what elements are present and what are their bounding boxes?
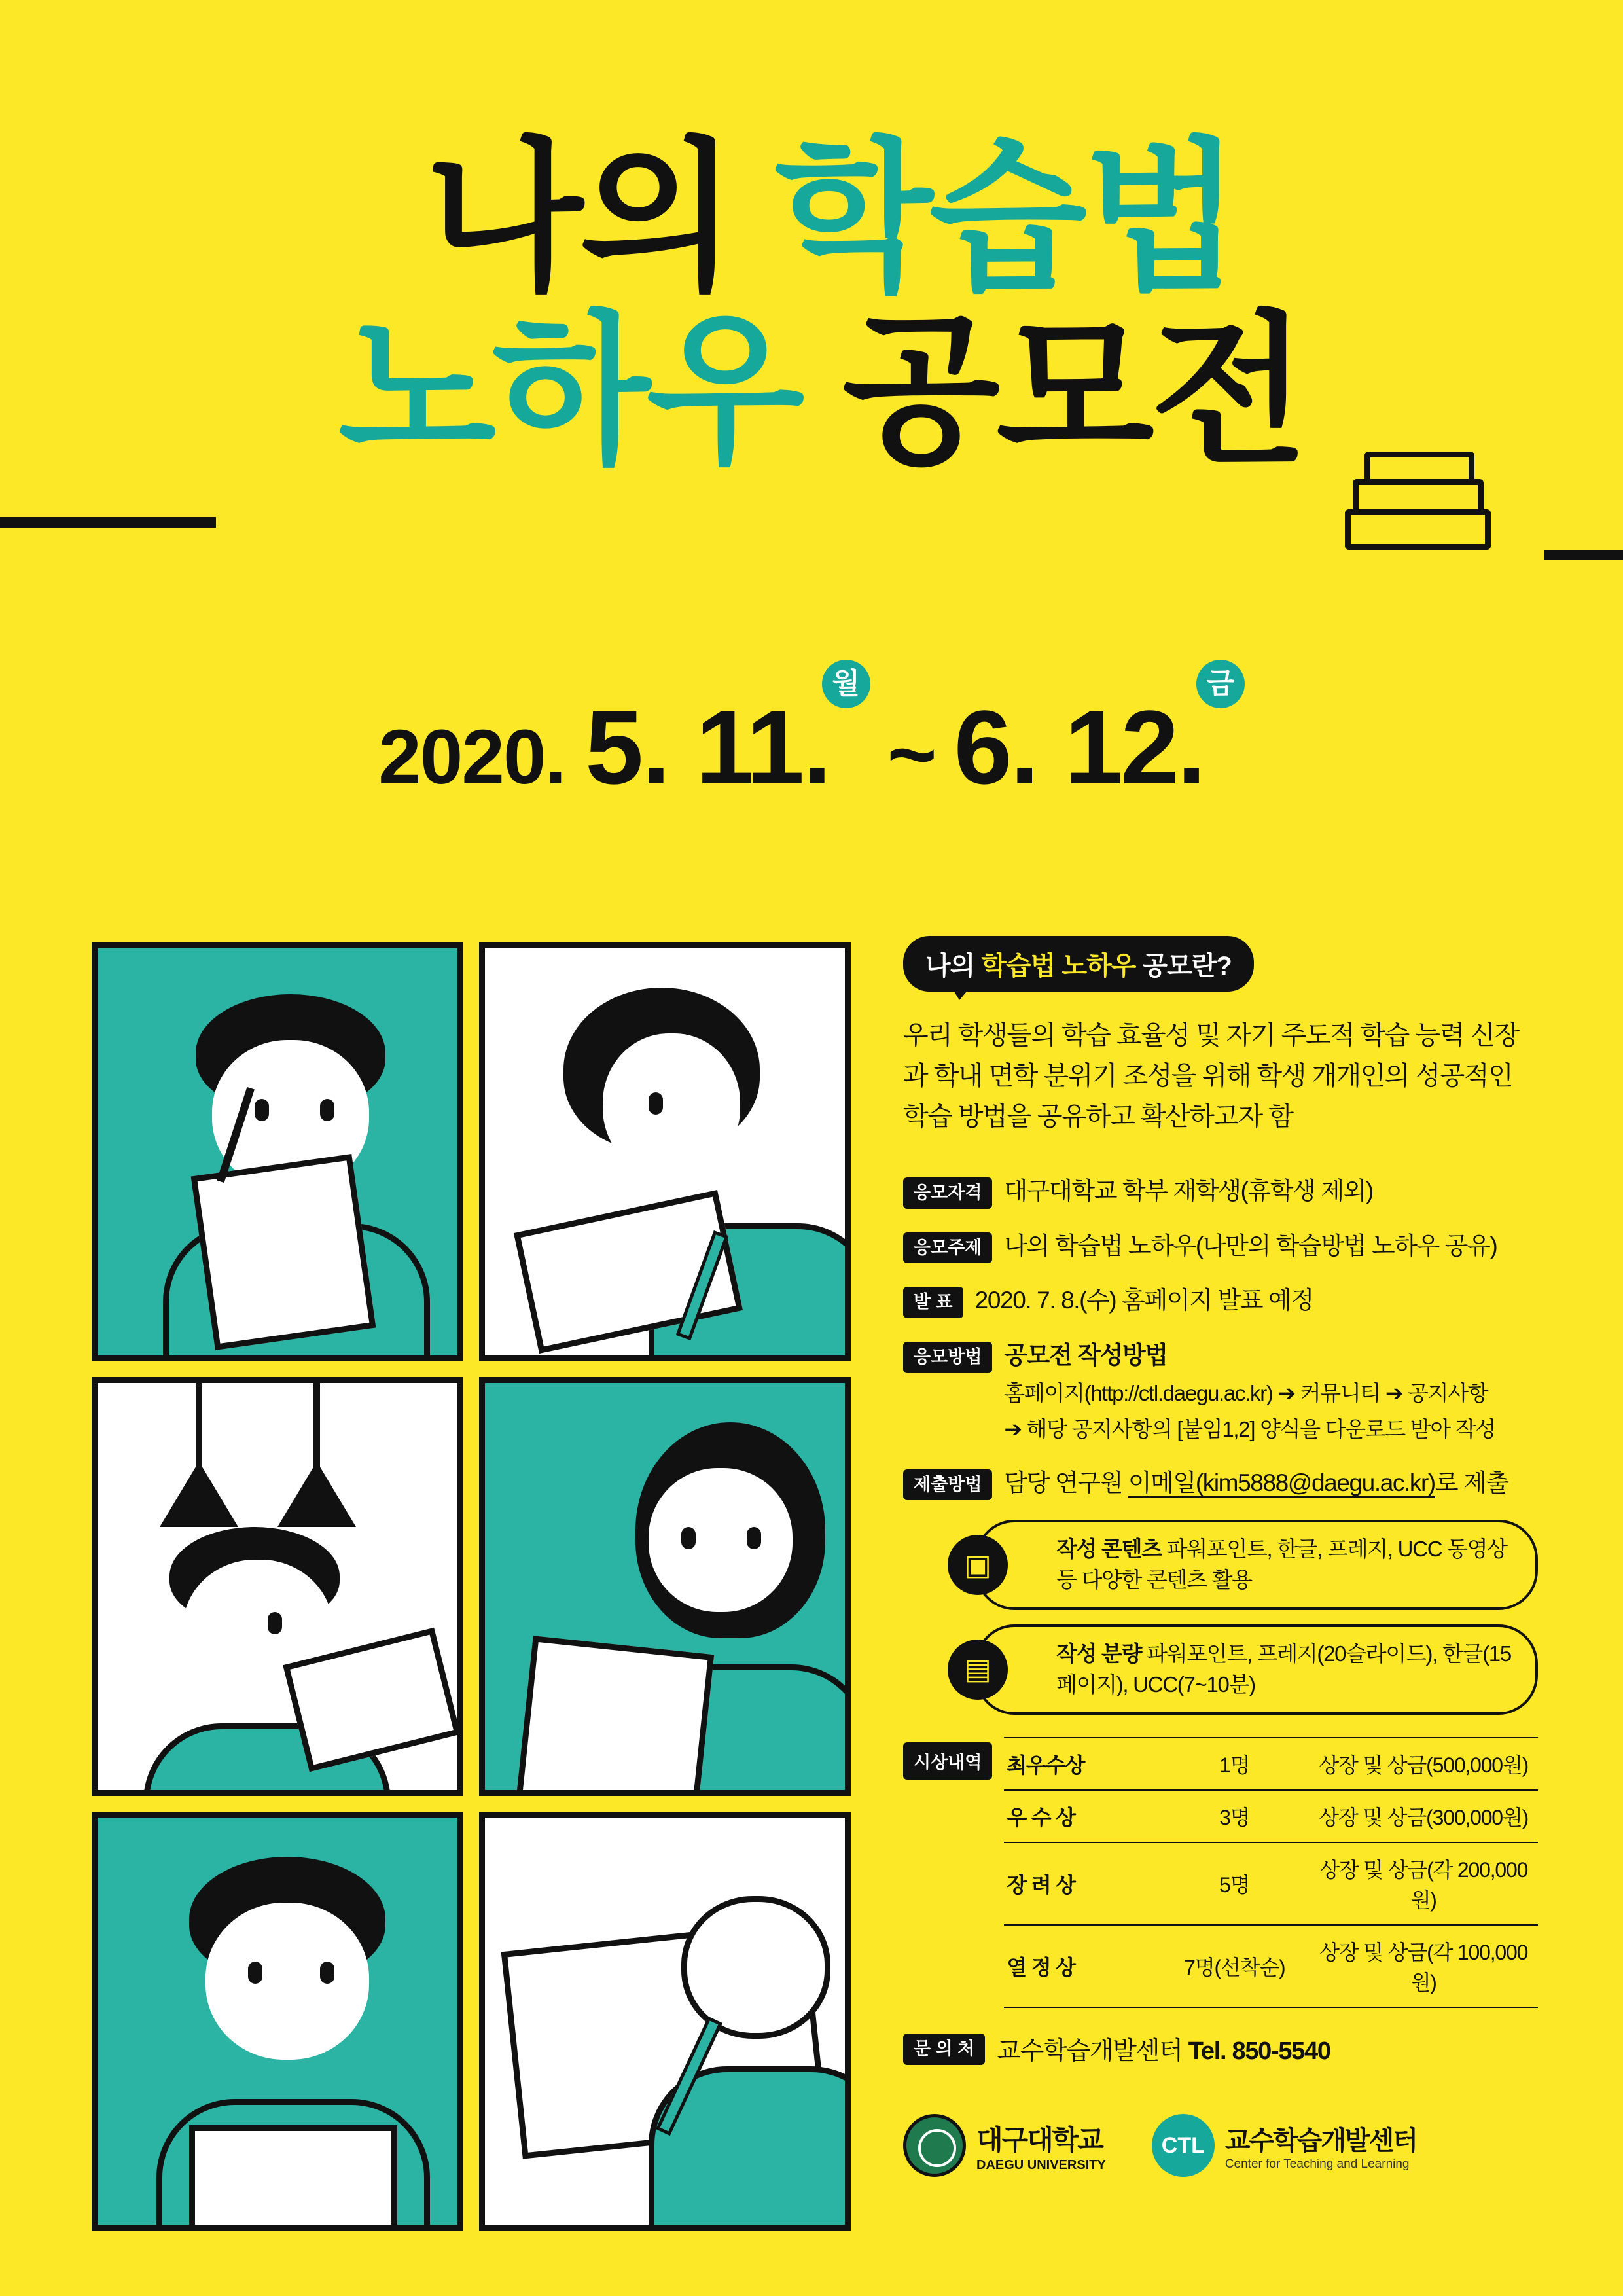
- text-howto-title: 공모전 작성방법: [1004, 1342, 1168, 1369]
- tag-prize: 시상내역: [903, 1742, 992, 1780]
- books-icon: [1345, 452, 1495, 550]
- text-howto-step2: ➔ 해당 공지사항의 [붙임1,2] 양식을 다운로드 받아 작성: [1004, 1417, 1496, 1442]
- pill-length-label: 작성 분량: [1056, 1641, 1142, 1666]
- info-row-submission: [903, 1465, 1538, 1501]
- title-line1-part2: 학습법: [774, 126, 1238, 309]
- pill-length-text: [1056, 1639, 1516, 1700]
- illustration-grid: [92, 942, 851, 2246]
- lead-badge-tail: [949, 983, 974, 1000]
- prize-award: 상장 및 상금(각 200,000원): [1309, 1842, 1538, 1925]
- text-submission: [1004, 1465, 1508, 1501]
- pill-contents-label: 작성 콘텐츠: [1056, 1537, 1162, 1562]
- lead-badge-part3: 공모란?: [1135, 952, 1232, 980]
- prize-count: 7명(선착순): [1160, 1925, 1309, 2007]
- contact-office: 교수학습개발센터: [997, 2037, 1188, 2065]
- tag-howto: 응모방법: [903, 1342, 992, 1373]
- tag-contact: 문 의 처: [903, 2034, 985, 2065]
- table-row: [1004, 1842, 1538, 1925]
- info-row-announcement: [903, 1283, 1538, 1318]
- university-seal-icon: [903, 2114, 966, 2177]
- title-rule-right: [1544, 550, 1623, 560]
- date-end: 6. 12.: [954, 689, 1204, 806]
- contact-section: [903, 2030, 1538, 2066]
- table-row: [1004, 1925, 1538, 2007]
- lead-badge-part2: 학습법 노하우: [981, 952, 1136, 980]
- ctl-name-en: Center for Teaching and Learning: [1224, 2157, 1410, 2171]
- text-howto-step1: 홈페이지(http://ctl.daegu.ac.kr) ➔ 커뮤니티 ➔ 공지사항: [1004, 1380, 1488, 1405]
- footer-logos: [903, 2114, 1538, 2177]
- text-topic: 나의 학습법 노하우(나만의 학습방법 노하우 공유): [1004, 1232, 1497, 1259]
- pill-length-body: 파워포인트, 프레지(20슬라이드), 한글(15페이지), UCC(7~10분): [1056, 1641, 1511, 1696]
- title-line1-part1: 나의: [425, 126, 775, 309]
- poster-title: [0, 126, 1623, 482]
- prize-count: 1명: [1160, 1738, 1309, 1790]
- prize-count: 5명: [1160, 1842, 1309, 1925]
- submission-prefix: 담당 연구원: [1004, 1469, 1128, 1496]
- prize-name: 장 려 상: [1004, 1842, 1160, 1925]
- prize-award: 상장 및 상금(300,000원): [1309, 1790, 1538, 1842]
- camera-icon: ▣: [948, 1535, 1008, 1595]
- illustration-student-writing-1: [479, 942, 851, 1361]
- pill-contents: [964, 1520, 1538, 1610]
- info-row-eligibility: [903, 1174, 1538, 1209]
- table-row: [1004, 1790, 1538, 1842]
- info-rows: [903, 1174, 1538, 1500]
- logo-daegu-university: [903, 2114, 1106, 2177]
- info-column: [903, 936, 1538, 2066]
- tag-eligibility: 응모자격: [903, 1177, 992, 1209]
- text-eligibility: 대구대학교 학부 재학생(휴학생 제외): [1004, 1177, 1373, 1204]
- illustration-student-books: [479, 1377, 851, 1796]
- ctl-mark-icon: CTL: [1152, 2114, 1215, 2177]
- prize-table: [1004, 1737, 1538, 2008]
- submission-suffix: 로 제출: [1435, 1469, 1508, 1496]
- date-start-day-badge: 월: [822, 660, 870, 708]
- date-year: 2020.: [378, 714, 586, 800]
- text-announcement: 2020. 7. 8.(수) 홈페이지 발표 예정: [974, 1287, 1313, 1314]
- date-start: 5. 11.: [585, 689, 830, 806]
- tag-submission: 제출방법: [903, 1469, 992, 1501]
- contact-text: [997, 2030, 1330, 2066]
- info-row-topic: [903, 1229, 1538, 1264]
- prize-award: 상장 및 상금(각 100,000원): [1309, 1925, 1538, 2007]
- university-name-kr: 대구대학교: [976, 2124, 1103, 2155]
- tag-announcement: 발 표: [903, 1287, 963, 1318]
- table-row: [1004, 1738, 1538, 1790]
- prize-name: 최우수상: [1004, 1738, 1160, 1790]
- title-line2-part2: 공모전: [842, 300, 1305, 482]
- title-rule-left: [0, 517, 216, 528]
- prize-section: [903, 1737, 1538, 2008]
- callout-pills: [964, 1520, 1538, 1714]
- pill-contents-body: 파워포인트, 한글, 프레지, UCC 동영상 등 다양한 콘텐츠 활용: [1056, 1537, 1507, 1592]
- illustration-student-subway: [92, 1377, 463, 1796]
- prize-award: 상장 및 상금(500,000원): [1309, 1738, 1538, 1790]
- date-end-day-badge: 금: [1196, 660, 1245, 708]
- title-line2-part1: 노하우: [338, 300, 842, 482]
- prize-name: 열 정 상: [1004, 1925, 1160, 2007]
- illustration-student-reading-2: [92, 1812, 463, 2231]
- illustration-student-writing-2: [479, 1812, 851, 2231]
- document-icon: ▤: [948, 1640, 1008, 1700]
- lead-badge-part1: 나의: [925, 952, 982, 980]
- intro-paragraph: 우리 학생들의 학습 효율성 및 자기 주도적 학습 능력 신장과 학내 면학 분위기 조성을 위해 학생 개개인의 성공적인 학습 방법을 공유하고 확산하고자 함: [903, 1021, 1519, 1131]
- event-date: [0, 668, 1623, 808]
- contact-phone[interactable]: Tel. 850-5540: [1188, 2037, 1330, 2065]
- lead-badge: [903, 936, 1254, 992]
- submission-email[interactable]: 이메일(kim5888@daegu.ac.kr): [1128, 1469, 1435, 1496]
- university-name-en: DAEGU UNIVERSITY: [976, 2157, 1106, 2172]
- pill-contents-text: [1056, 1534, 1516, 1596]
- prize-name: 우 수 상: [1004, 1790, 1160, 1842]
- logo-ctl: [1152, 2114, 1417, 2177]
- date-tilde: ~: [887, 706, 937, 802]
- illustration-student-reading-1: [92, 942, 463, 1361]
- info-row-howto: [903, 1338, 1538, 1446]
- tag-topic: 응모주제: [903, 1232, 992, 1264]
- ctl-name-kr: 교수학습개발센터: [1224, 2126, 1417, 2155]
- pill-length: [964, 1624, 1538, 1715]
- prize-count: 3명: [1160, 1790, 1309, 1842]
